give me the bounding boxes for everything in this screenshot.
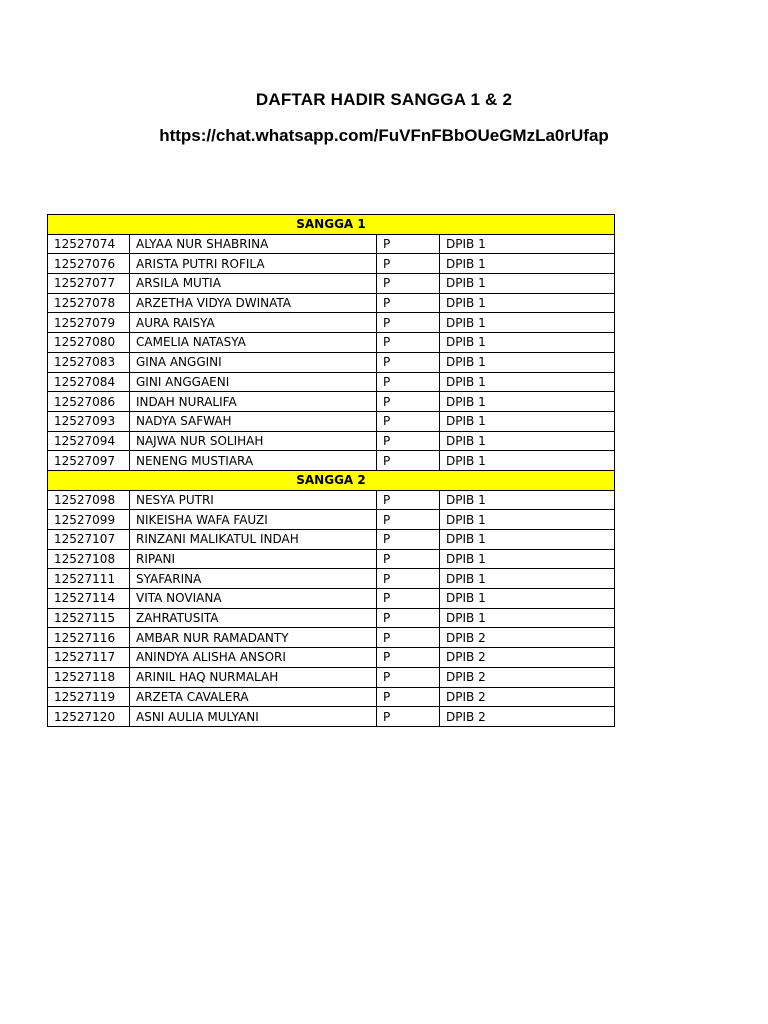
student-name-cell: ARINIL HAQ NURMALAH bbox=[130, 667, 377, 687]
class-cell: DPIB 1 bbox=[440, 451, 615, 471]
attendance-status-cell: P bbox=[377, 628, 440, 648]
student-name-cell: ARZETHA VIDYA DWINATA bbox=[130, 293, 377, 313]
class-cell: DPIB 1 bbox=[440, 333, 615, 353]
table-row bbox=[48, 313, 615, 333]
student-id-cell: 12527107 bbox=[48, 530, 130, 550]
attendance-status-cell: P bbox=[377, 549, 440, 569]
attendance-status-cell: P bbox=[377, 667, 440, 687]
class-cell: DPIB 1 bbox=[440, 392, 615, 412]
class-cell: DPIB 2 bbox=[440, 628, 615, 648]
table-row bbox=[48, 352, 615, 372]
class-cell: DPIB 1 bbox=[440, 234, 615, 254]
class-cell: DPIB 1 bbox=[440, 549, 615, 569]
table-row bbox=[48, 431, 615, 451]
attendance-status-cell: P bbox=[377, 569, 440, 589]
class-cell: DPIB 1 bbox=[440, 569, 615, 589]
student-name-cell: GINA ANGGINI bbox=[130, 352, 377, 372]
class-cell: DPIB 1 bbox=[440, 313, 615, 333]
student-id-cell: 12527119 bbox=[48, 687, 130, 707]
attendance-status-cell: P bbox=[377, 392, 440, 412]
student-id-cell: 12527099 bbox=[48, 510, 130, 530]
student-id-cell: 12527097 bbox=[48, 451, 130, 471]
attendance-status-cell: P bbox=[377, 274, 440, 294]
table-row bbox=[48, 589, 615, 609]
table-row bbox=[48, 490, 615, 510]
attendance-table-body bbox=[48, 215, 615, 727]
class-cell: DPIB 1 bbox=[440, 293, 615, 313]
table-row bbox=[48, 372, 615, 392]
table-row bbox=[48, 510, 615, 530]
student-name-cell: AMBAR NUR RAMADANTY bbox=[130, 628, 377, 648]
attendance-status-cell: P bbox=[377, 313, 440, 333]
class-cell: DPIB 1 bbox=[440, 431, 615, 451]
student-id-cell: 12527080 bbox=[48, 333, 130, 353]
student-name-cell: GINI ANGGAENI bbox=[130, 372, 377, 392]
student-name-cell: ARSILA MUTIA bbox=[130, 274, 377, 294]
table-row bbox=[48, 293, 615, 313]
table-row bbox=[48, 667, 615, 687]
table-row bbox=[48, 608, 615, 628]
class-cell: DPIB 1 bbox=[440, 274, 615, 294]
student-id-cell: 12527108 bbox=[48, 549, 130, 569]
table-row bbox=[48, 333, 615, 353]
class-cell: DPIB 1 bbox=[440, 608, 615, 628]
attendance-status-cell: P bbox=[377, 707, 440, 727]
attendance-status-cell: P bbox=[377, 608, 440, 628]
student-id-cell: 12527118 bbox=[48, 667, 130, 687]
table-row bbox=[48, 687, 615, 707]
table-row bbox=[48, 628, 615, 648]
group-header-row bbox=[48, 215, 615, 235]
student-id-cell: 12527111 bbox=[48, 569, 130, 589]
class-cell: DPIB 1 bbox=[440, 411, 615, 431]
attendance-status-cell: P bbox=[377, 352, 440, 372]
group-header-label: SANGGA 1 bbox=[48, 215, 615, 235]
student-name-cell: ARZETA CAVALERA bbox=[130, 687, 377, 707]
class-cell: DPIB 1 bbox=[440, 352, 615, 372]
student-id-cell: 12527078 bbox=[48, 293, 130, 313]
class-cell: DPIB 2 bbox=[440, 648, 615, 668]
student-id-cell: 12527114 bbox=[48, 589, 130, 609]
table-row bbox=[48, 530, 615, 550]
student-name-cell: NESYA PUTRI bbox=[130, 490, 377, 510]
whatsapp-group-link[interactable]: https://chat.whatsapp.com/FuVFnFBbOUeGMzLa0rUfap bbox=[159, 126, 609, 145]
attendance-status-cell: P bbox=[377, 411, 440, 431]
attendance-status-cell: P bbox=[377, 372, 440, 392]
table-row bbox=[48, 569, 615, 589]
attendance-status-cell: P bbox=[377, 234, 440, 254]
student-id-cell: 12527084 bbox=[48, 372, 130, 392]
table-row bbox=[48, 648, 615, 668]
student-id-cell: 12527083 bbox=[48, 352, 130, 372]
student-name-cell: ARISTA PUTRI ROFILA bbox=[130, 254, 377, 274]
attendance-status-cell: P bbox=[377, 510, 440, 530]
table-row bbox=[48, 392, 615, 412]
student-name-cell: CAMELIA NATASYA bbox=[130, 333, 377, 353]
attendance-status-cell: P bbox=[377, 530, 440, 550]
student-name-cell: NENENG MUSTIARA bbox=[130, 451, 377, 471]
class-cell: DPIB 1 bbox=[440, 372, 615, 392]
student-name-cell: RINZANI MALIKATUL INDAH bbox=[130, 530, 377, 550]
class-cell: DPIB 1 bbox=[440, 589, 615, 609]
student-name-cell: ZAHRATUSITA bbox=[130, 608, 377, 628]
student-id-cell: 12527117 bbox=[48, 648, 130, 668]
attendance-status-cell: P bbox=[377, 687, 440, 707]
student-id-cell: 12527094 bbox=[48, 431, 130, 451]
student-name-cell: ASNI AULIA MULYANI bbox=[130, 707, 377, 727]
table-row bbox=[48, 234, 615, 254]
student-name-cell: NAJWA NUR SOLIHAH bbox=[130, 431, 377, 451]
student-name-cell: ALYAA NUR SHABRINA bbox=[130, 234, 377, 254]
attendance-status-cell: P bbox=[377, 293, 440, 313]
table-row bbox=[48, 411, 615, 431]
attendance-status-cell: P bbox=[377, 431, 440, 451]
class-cell: DPIB 1 bbox=[440, 510, 615, 530]
student-name-cell: INDAH NURALIFA bbox=[130, 392, 377, 412]
class-cell: DPIB 1 bbox=[440, 254, 615, 274]
student-id-cell: 12527116 bbox=[48, 628, 130, 648]
class-cell: DPIB 1 bbox=[440, 490, 615, 510]
student-id-cell: 12527077 bbox=[48, 274, 130, 294]
class-cell: DPIB 1 bbox=[440, 530, 615, 550]
student-name-cell: RIPANI bbox=[130, 549, 377, 569]
student-name-cell: ANINDYA ALISHA ANSORI bbox=[130, 648, 377, 668]
class-cell: DPIB 2 bbox=[440, 667, 615, 687]
attendance-status-cell: P bbox=[377, 648, 440, 668]
student-id-cell: 12527120 bbox=[48, 707, 130, 727]
group-header-row bbox=[48, 470, 615, 490]
class-cell: DPIB 2 bbox=[440, 687, 615, 707]
table-row bbox=[48, 274, 615, 294]
table-row bbox=[48, 707, 615, 727]
student-id-cell: 12527076 bbox=[48, 254, 130, 274]
table-row bbox=[48, 451, 615, 471]
student-name-cell: VITA NOVIANA bbox=[130, 589, 377, 609]
student-id-cell: 12527074 bbox=[48, 234, 130, 254]
document-title: DAFTAR HADIR SANGGA 1 & 2 bbox=[255, 90, 513, 109]
attendance-status-cell: P bbox=[377, 589, 440, 609]
student-name-cell: NADYA SAFWAH bbox=[130, 411, 377, 431]
attendance-status-cell: P bbox=[377, 490, 440, 510]
attendance-table bbox=[47, 214, 615, 727]
attendance-status-cell: P bbox=[377, 451, 440, 471]
table-row bbox=[48, 254, 615, 274]
student-id-cell: 12527093 bbox=[48, 411, 130, 431]
student-id-cell: 12527086 bbox=[48, 392, 130, 412]
class-cell: DPIB 2 bbox=[440, 707, 615, 727]
student-id-cell: 12527079 bbox=[48, 313, 130, 333]
group-header-label: SANGGA 2 bbox=[48, 470, 615, 490]
table-row bbox=[48, 549, 615, 569]
student-name-cell: SYAFARINA bbox=[130, 569, 377, 589]
student-name-cell: NIKEISHA WAFA FAUZI bbox=[130, 510, 377, 530]
attendance-status-cell: P bbox=[377, 254, 440, 274]
student-id-cell: 12527115 bbox=[48, 608, 130, 628]
student-name-cell: AURA RAISYA bbox=[130, 313, 377, 333]
attendance-status-cell: P bbox=[377, 333, 440, 353]
student-id-cell: 12527098 bbox=[48, 490, 130, 510]
